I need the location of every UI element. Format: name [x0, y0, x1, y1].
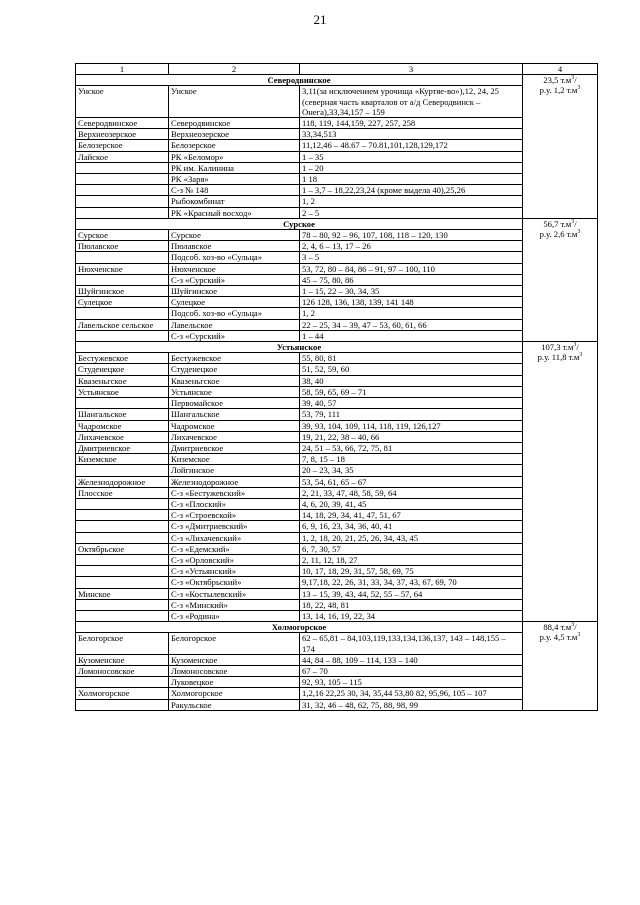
table-row	[76, 241, 598, 252]
forestry-district: Лавельское сельское	[76, 319, 169, 330]
quarter-numbers: 45 – 75, 80, 86	[300, 274, 523, 285]
forestry-district: Лихачевское	[76, 431, 169, 442]
sub-district: Ракульское	[169, 699, 300, 710]
column-number: 2	[169, 64, 300, 75]
section-row	[76, 75, 598, 86]
sub-district: С-з «Строевской»	[169, 510, 300, 521]
sub-district: Кузоменское	[169, 654, 300, 665]
forestry-district	[76, 498, 169, 509]
sub-district: Верхнеозерское	[169, 129, 300, 140]
table-row	[76, 521, 598, 532]
section-row	[76, 218, 598, 229]
forestry-district: Студенецкое	[76, 364, 169, 375]
table-row	[76, 654, 598, 665]
forestry-district	[76, 577, 169, 588]
sub-district: Лихачевское	[169, 431, 300, 442]
forestry-district: Верхнеозерское	[76, 129, 169, 140]
forestry-district	[76, 196, 169, 207]
table-row	[76, 174, 598, 185]
sub-district: Нюхченское	[169, 263, 300, 274]
sub-district: РК «Красный восход»	[169, 207, 300, 218]
quarter-numbers: 53, 72, 80 – 84, 86 – 91, 97 – 100, 110	[300, 263, 523, 274]
quarter-numbers: 3 – 5	[300, 252, 523, 263]
table-row	[76, 699, 598, 710]
table-row	[76, 599, 598, 610]
forestry-district: Чадромское	[76, 420, 169, 431]
sub-district: Холмогорское	[169, 688, 300, 699]
sub-district: Чадромское	[169, 420, 300, 431]
sub-district: С-з «Устьянский»	[169, 566, 300, 577]
sub-district: Пюлавское	[169, 241, 300, 252]
quarter-numbers: 53, 54, 61, 65 – 67	[300, 476, 523, 487]
quarter-numbers: 2 – 5	[300, 207, 523, 218]
table-row	[76, 677, 598, 688]
section-title: Устьянское	[76, 342, 523, 353]
forestry-district: Дмитриевское	[76, 442, 169, 453]
quarter-numbers: 9,17,18, 22, 26, 31, 33, 34, 37, 43, 67, 69, 70	[300, 577, 523, 588]
forestry-district: Шангальское	[76, 409, 169, 420]
table-row	[76, 230, 598, 241]
forestry-district	[76, 185, 169, 196]
stock-volume: 88,4 $т.м^3/$	[543, 622, 577, 633]
quarter-numbers: 53, 79, 111	[300, 409, 523, 420]
table-row	[76, 185, 598, 196]
sub-district: С-з «Дмитриевский»	[169, 521, 300, 532]
quarter-numbers: 1 18	[300, 174, 523, 185]
forestry-district	[76, 207, 169, 218]
forestry-district: Октябрьское	[76, 543, 169, 554]
table-row	[76, 554, 598, 565]
section-volume	[523, 218, 598, 341]
table-row	[76, 207, 598, 218]
table-row	[76, 297, 598, 308]
forestry-district: Минское	[76, 588, 169, 599]
forestry-district: Нюхченское	[76, 263, 169, 274]
quarter-numbers: 11,12,46 – 48.67 – 70.81,101,128,129,172	[300, 140, 523, 151]
table-row	[76, 588, 598, 599]
table-row	[76, 398, 598, 409]
table-row	[76, 274, 598, 285]
table-row	[76, 364, 598, 375]
sub-district: Студенецкое	[169, 364, 300, 375]
forestry-district: Устьянское	[76, 386, 169, 397]
table-row	[76, 688, 598, 699]
sub-district: С-з «Сурский»	[169, 274, 300, 285]
annual-usage: р.у. 1,2 $т.м^3$	[539, 85, 581, 96]
quarter-numbers: 92, 93, 105 – 115	[300, 677, 523, 688]
quarter-numbers: 13, 14, 16, 19, 22, 34	[300, 610, 523, 621]
sub-district: Белогорское	[169, 633, 300, 654]
quarter-numbers: 19, 21, 22, 38 – 40, 66	[300, 431, 523, 442]
quarter-numbers: 33,34,513	[300, 129, 523, 140]
table-row	[76, 577, 598, 588]
table-row	[76, 510, 598, 521]
forestry-district: Бестужевское	[76, 353, 169, 364]
forestry-district: Пюлавское	[76, 241, 169, 252]
quarter-numbers: 31, 32, 46 – 48, 62, 75, 88, 98, 99	[300, 699, 523, 710]
sub-district: С-з «Орловский»	[169, 554, 300, 565]
forestry-district	[76, 274, 169, 285]
forestry-district	[76, 330, 169, 341]
section-title: Северодвинское	[76, 75, 523, 86]
forestry-district	[76, 465, 169, 476]
quarter-numbers: 39, 40, 57	[300, 398, 523, 409]
forestry-district: Киземское	[76, 454, 169, 465]
sub-district: С-з «Плоский»	[169, 498, 300, 509]
quarter-numbers: 4, 6, 20, 39, 41, 45	[300, 498, 523, 509]
sub-district: Железнодорожное	[169, 476, 300, 487]
annual-usage: р.у. 2,6 $т.м^3$	[539, 229, 581, 240]
sub-district: Подсоб. хоз-во «Сульца»	[169, 252, 300, 263]
sub-district: С-з «Минский»	[169, 599, 300, 610]
table-row	[76, 151, 598, 162]
quarter-numbers: 51, 52, 59, 60	[300, 364, 523, 375]
sub-district: РК «Беломор»	[169, 151, 300, 162]
sub-district: Шангальское	[169, 409, 300, 420]
column-number: 3	[300, 64, 523, 75]
table-row	[76, 420, 598, 431]
quarter-numbers: 1 – 44	[300, 330, 523, 341]
sub-district: Ломоносовское	[169, 665, 300, 676]
sub-district: Северодвинское	[169, 118, 300, 129]
annual-usage: р.у. 4,5 $т.м^3$	[539, 632, 581, 643]
table-row	[76, 476, 598, 487]
quarter-numbers: 24, 51 – 53, 66, 72, 75, 81	[300, 442, 523, 453]
sub-district: С-з «Бестужевский»	[169, 487, 300, 498]
quarter-numbers: 14, 18, 29, 34, 41, 47, 51, 67	[300, 510, 523, 521]
table-row	[76, 465, 598, 476]
annual-usage: р.у. 11,8 $т.м^3$	[537, 352, 583, 363]
forestry-district: Ломоносовское	[76, 665, 169, 676]
forestry-district	[76, 610, 169, 621]
quarter-numbers: 1, 2, 18, 20, 21, 25, 26, 34, 43, 45	[300, 532, 523, 543]
quarter-numbers: 55, 80, 81	[300, 353, 523, 364]
quarter-numbers: 78 – 80, 92 – 96, 107, 108, 118 – 120, 130	[300, 230, 523, 241]
forestry-district	[76, 510, 169, 521]
forest-allocation-table	[75, 63, 598, 711]
quarter-numbers: 1 – 35	[300, 151, 523, 162]
section-row	[76, 342, 598, 353]
sub-district: С-з «Сурский»	[169, 330, 300, 341]
forestry-district: Северодвинское	[76, 118, 169, 129]
table-row	[76, 353, 598, 364]
quarter-numbers: 13 – 15, 39, 43, 44, 52, 55 – 57, 64	[300, 588, 523, 599]
table-row	[76, 532, 598, 543]
forestry-district: Холмогорское	[76, 688, 169, 699]
column-number-row	[76, 64, 598, 75]
forestry-district	[76, 308, 169, 319]
table-row	[76, 498, 598, 509]
quarter-numbers: 7, 8, 15 – 18	[300, 454, 523, 465]
sub-district: Бестужевское	[169, 353, 300, 364]
table-row	[76, 610, 598, 621]
quarter-numbers: 2, 4, 6 – 13, 17 – 26	[300, 241, 523, 252]
table-row	[76, 308, 598, 319]
quarter-numbers: 1, 2	[300, 308, 523, 319]
table-row	[76, 633, 598, 654]
quarter-numbers: 62 – 65,81 – 84,103,119,133,134,136,137, 143 – 148,155 – 174	[300, 633, 523, 654]
quarter-numbers: 58, 59, 65, 69 – 71	[300, 386, 523, 397]
forestry-district	[76, 677, 169, 688]
quarter-numbers: 1,2,16 22,25 30, 34, 35,44 53,80 82, 95,96, 105 – 107	[300, 688, 523, 699]
table-row	[76, 386, 598, 397]
sub-district: Квазеньгское	[169, 375, 300, 386]
stock-volume: 23,5 $т.м^3/$	[543, 75, 577, 86]
sub-district: С-з «Октябрьский»	[169, 577, 300, 588]
forestry-district: Унское	[76, 86, 169, 118]
quarter-numbers: 126 128, 136, 138, 139, 141 148	[300, 297, 523, 308]
table-row	[76, 454, 598, 465]
forestry-district: Железнодорожное	[76, 476, 169, 487]
quarter-numbers: 39, 93, 104, 109, 114, 118, 119, 126,127	[300, 420, 523, 431]
forestry-district: Лайское	[76, 151, 169, 162]
forestry-district: Сулецкое	[76, 297, 169, 308]
table-row	[76, 566, 598, 577]
sub-district: С-з «Лихачевский»	[169, 532, 300, 543]
quarter-numbers: 2, 21, 33, 47, 48, 58, 59, 64	[300, 487, 523, 498]
sub-district: Дмитриевское	[169, 442, 300, 453]
quarter-numbers: 1 – 3,7 – 18,22,23,24 (кроме выдела 40),25,26	[300, 185, 523, 196]
sub-district: Подсоб. хоз-во «Сульца»	[169, 308, 300, 319]
sub-district: Рыбокомбинат	[169, 196, 300, 207]
table-row	[76, 118, 598, 129]
forestry-district	[76, 162, 169, 173]
forestry-district: Белозерское	[76, 140, 169, 151]
forestry-district	[76, 532, 169, 543]
forestry-district: Кузоменское	[76, 654, 169, 665]
sub-district: Белозерское	[169, 140, 300, 151]
quarter-numbers: 2, 11, 12, 18, 27	[300, 554, 523, 565]
forestry-district: Белогорское	[76, 633, 169, 654]
forestry-district: Сурское	[76, 230, 169, 241]
table-row	[76, 196, 598, 207]
table-row	[76, 129, 598, 140]
forestry-district	[76, 174, 169, 185]
quarter-numbers: 18, 22, 48, 81	[300, 599, 523, 610]
quarter-numbers: 118, 119, 144,159, 227, 257, 258	[300, 118, 523, 129]
quarter-numbers: 38, 40	[300, 375, 523, 386]
forestry-district	[76, 554, 169, 565]
sub-district: Луковецкое	[169, 677, 300, 688]
forestry-district	[76, 521, 169, 532]
table-row	[76, 431, 598, 442]
quarter-numbers: 1 – 15, 22 – 30, 34, 35	[300, 286, 523, 297]
quarter-numbers: 22 – 25, 34 – 39, 47 – 53, 60, 61, 66	[300, 319, 523, 330]
quarter-numbers: 10, 17, 18, 29, 31, 57, 58, 69, 75	[300, 566, 523, 577]
table-row	[76, 487, 598, 498]
sub-district: С-з «Родина»	[169, 610, 300, 621]
forestry-district	[76, 252, 169, 263]
quarter-numbers: 1 – 20	[300, 162, 523, 173]
sub-district: Лойгинское	[169, 465, 300, 476]
sub-district: С-з № 148	[169, 185, 300, 196]
table-row	[76, 409, 598, 420]
section-title: Сурское	[76, 218, 523, 229]
table-row	[76, 286, 598, 297]
table-row	[76, 86, 598, 118]
table-row	[76, 252, 598, 263]
sub-district: Первомайское	[169, 398, 300, 409]
forestry-district	[76, 599, 169, 610]
stock-volume: 107,3 $т.м^3/$	[541, 342, 579, 353]
section-volume	[523, 622, 598, 711]
section-volume	[523, 342, 598, 622]
sub-district: С-з «Едемский»	[169, 543, 300, 554]
sub-district: Устьянское	[169, 386, 300, 397]
section-row	[76, 622, 598, 633]
sub-district: С-з «Костылевский»	[169, 588, 300, 599]
table-row	[76, 543, 598, 554]
sub-district: Киземское	[169, 454, 300, 465]
quarter-numbers: 20 – 23, 34, 35	[300, 465, 523, 476]
table-row	[76, 319, 598, 330]
quarter-numbers: 44, 84 – 88, 109 – 114, 133 – 140	[300, 654, 523, 665]
section-title: Холмогорское	[76, 622, 523, 633]
table-row	[76, 665, 598, 676]
stock-volume: 56,7 $т.м^3/$	[543, 218, 577, 229]
quarter-numbers: 67 – 70	[300, 665, 523, 676]
sub-district: Унское	[169, 86, 300, 118]
column-number: 1	[76, 64, 169, 75]
sub-district: Шуйгинское	[169, 286, 300, 297]
forestry-district	[76, 699, 169, 710]
section-volume	[523, 75, 598, 219]
table-row	[76, 162, 598, 173]
table-row	[76, 442, 598, 453]
forestry-district: Шуйгинское	[76, 286, 169, 297]
forestry-district: Квазеньгское	[76, 375, 169, 386]
table-row	[76, 263, 598, 274]
quarter-numbers: 3,11(за исключением урочища «Куртяе-вo»),12, 24, 25 (северная часть кварталов от а/д Северодвинск – Онега),33,34,157 – 159	[300, 86, 523, 118]
forestry-district	[76, 398, 169, 409]
sub-district: Сулецкое	[169, 297, 300, 308]
sub-district: РК им. Калинина	[169, 162, 300, 173]
page-number: 21	[313, 12, 327, 27]
quarter-numbers: 6, 7, 30, 57	[300, 543, 523, 554]
table-row	[76, 330, 598, 341]
quarter-numbers: 1, 2	[300, 196, 523, 207]
table-row	[76, 140, 598, 151]
quarter-numbers: 6, 9, 16, 23, 34, 36, 40, 41	[300, 521, 523, 532]
forestry-district: Плосское	[76, 487, 169, 498]
table-row	[76, 375, 598, 386]
forestry-district	[76, 566, 169, 577]
sub-district: Сурское	[169, 230, 300, 241]
sub-district: Лавельское	[169, 319, 300, 330]
column-number: 4	[523, 64, 598, 75]
sub-district: РК «Заря»	[169, 174, 300, 185]
